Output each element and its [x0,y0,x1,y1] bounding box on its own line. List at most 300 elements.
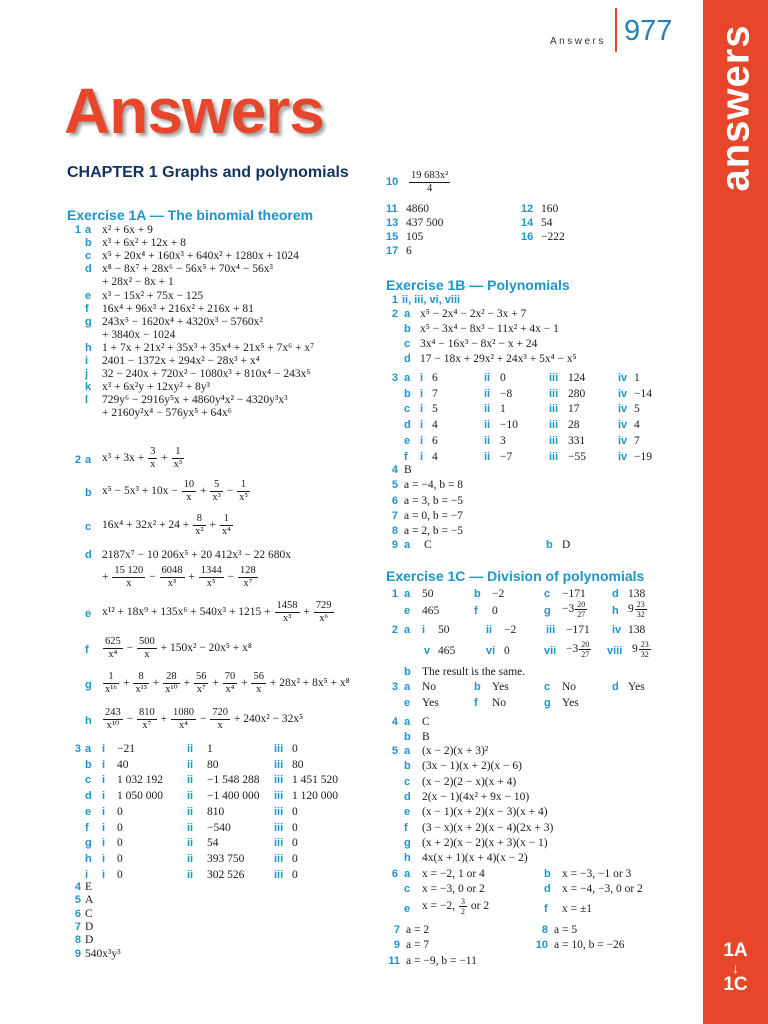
part-label: a [404,539,411,551]
fraction-denominator: 32 [636,610,645,619]
subpart-label: iii [549,434,559,447]
subpart-label: iv [618,419,628,432]
fraction [163,671,180,696]
subpart-label: ii [484,419,491,432]
answer-text: x³ − 15x² + 75x − 125 [102,289,204,302]
part-label: e [85,289,92,302]
fraction-numerator: 810 [139,707,155,718]
answer-text: x³ + 6x² + 12x + 8 [102,237,186,250]
question-number: 2 [391,308,398,320]
fraction [237,479,250,504]
question-number: 8 [74,934,81,947]
answer-value: 810 [207,805,225,818]
answer-value [628,600,648,619]
answer-text [102,446,185,471]
subpart-label: iv [618,434,628,447]
part-label: a [404,681,411,693]
answer-value: 1 120 000 [292,790,338,803]
subpart-label: i [102,774,106,787]
answer-value: 6 [432,372,438,384]
fraction-numerator: 1 [103,671,119,684]
fraction-denominator: 27 [577,610,586,619]
subpart-label: iii [274,790,284,803]
part-label: e [404,434,411,447]
part-label: b [85,758,92,771]
subpart-label: vii [544,645,557,657]
fraction-denominator: 32 [640,650,649,659]
part-label: d [544,883,551,895]
fraction-denominator: x⁷ [142,720,152,731]
answer-value: 465 [438,645,456,657]
question-number: 5 [74,894,81,907]
page-title: Answers [64,75,324,147]
subpart-label: ii [484,434,491,447]
fraction-numerator: 23 [636,600,645,609]
subpart-label: ii [484,387,491,400]
math-text: −3 [566,643,579,656]
fraction-numerator: 6048 [161,565,183,576]
subpart-label: iii [274,868,284,881]
question-number: 5 [391,745,398,757]
part-label: e [85,805,92,818]
answer-text [102,600,335,625]
answer-text [102,565,259,590]
fraction [210,479,222,504]
answer-text: + 2160y²x⁴ − 576yx⁵ + 64x⁶ [102,407,232,420]
subpart-label: i [102,837,106,850]
fraction-numerator: 20 [581,640,590,649]
fraction-denominator: x [150,459,156,470]
question-number: 8 [391,525,398,538]
answer-value: −2 [504,624,517,636]
fraction-numerator: 19 683x² [411,170,449,181]
part-label: f [85,821,89,834]
answer-value: 105 [406,231,424,243]
answer-value: 5 [634,403,640,416]
part-label: g [85,679,92,691]
part-label: b [404,323,411,335]
fraction [635,600,647,619]
question-number: 15 [386,231,399,243]
part-label: h [85,852,92,865]
answer-value: −222 [541,231,565,243]
answer-value: 3 [500,434,506,447]
question-number: 3 [74,743,81,755]
math-text: + [197,485,210,498]
fraction-denominator: 4 [427,183,433,194]
answer-text: x = ±1 [562,903,593,915]
answer-text: (x − 2)(x + 3)² [422,745,489,757]
answer-value: −171 [566,624,590,636]
fraction-denominator: x [126,578,132,589]
part-label: j [85,368,89,381]
question-number: 9 [393,939,400,952]
question-number: 17 [386,245,399,257]
subpart-label: iii [549,387,559,400]
fraction-numerator: 23 [640,640,649,649]
math-text: x⁵ − 5x³ + 10x − [102,485,181,498]
part-label: d [404,353,411,365]
subpart-label: i [422,624,426,636]
answer-value: 0 [504,645,510,657]
part-label: a [85,454,92,466]
answer-value: 6 [406,245,412,257]
subpart-label: iii [274,852,284,865]
answer-value: −1 548 288 [207,774,260,787]
subpart-label: i [420,434,424,447]
fraction-denominator: x³ [282,613,292,624]
fraction-numerator: 500 [139,636,155,647]
answer-value: 1 [500,403,506,416]
fraction-denominator: 27 [581,650,590,659]
part-label: c [85,250,92,263]
fraction-denominator: x⁴ [225,684,235,695]
math-text: − [146,571,159,584]
math-text: x¹² + 18x⁹ + 135x⁶ + 540x³ + 1215 + [102,606,274,619]
answer-value: Yes [492,681,509,693]
answer-text: x = −3, −1 or 3 [562,868,632,880]
math-text: + [120,677,133,690]
subpart-label: ii [187,790,194,803]
part-label: h [404,852,411,865]
answer-value: −1 400 000 [207,790,260,803]
question-number: 1 [391,294,398,306]
answer-value [562,600,588,619]
answer-text: a = 5 [554,924,578,936]
subpart-label: iv [618,387,628,400]
math-text: − [224,571,237,584]
part-label: a [404,745,411,757]
fraction-denominator: x⁷ [196,684,206,695]
part-label: a [404,588,411,600]
fraction-numerator: 1 [172,446,184,459]
answer-value: 280 [568,387,586,400]
fraction-denominator: x⁴ [108,649,118,660]
answer-text: x² + 6x + 9 [102,224,153,236]
subpart-label: iii [549,403,559,416]
answer-text: 4x(x + 1)(x + 4)(x − 2) [422,852,528,865]
answer-value: B [404,464,412,476]
part-label: f [474,697,478,709]
answer-value: 17 [568,403,580,416]
answer-text: x⁵ − 3x⁴ − 8x³ − 11x² + 4x − 1 [420,323,559,335]
part-label: e [85,608,92,620]
part-label: d [85,549,92,561]
math-text: + [206,519,219,532]
answer-text: x = −3, 0 or 2 [422,883,485,895]
fraction-denominator: x⁶ [319,613,329,624]
answer-text: 2187x⁷ − 10 206x⁵ + 20 412x³ − 22 680x [102,549,292,561]
subpart-label: ii [484,450,491,463]
part-label: e [404,697,411,709]
fraction-denominator: x¹⁶ [105,684,118,695]
answer-value: D [85,934,94,947]
exercise-1c-heading: Exercise 1C — Division of polynomials [386,568,645,584]
answer-value: 437 500 [406,217,444,229]
fraction-denominator: x³ [173,459,183,470]
fraction-numerator: 128 [240,565,256,576]
subpart-label: i [420,419,424,432]
fraction-denominator: x¹³ [135,684,147,695]
math-text: + 28x² + 8x⁵ + x⁸ [266,677,350,690]
fraction-numerator: 10 [183,479,195,490]
fraction [137,636,157,661]
answer-text: a = −9, b = −11 [406,954,477,967]
answer-value: a = 3, b = −5 [404,494,464,507]
answer-value: a = −4, b = 8 [404,479,464,492]
answer-value: −21 [117,743,135,755]
answer-value: −55 [568,450,586,463]
answer-value: 50 [438,624,450,636]
part-label: a [404,372,411,384]
answer-value: 0 [292,743,298,755]
part-label: d [404,790,411,803]
subpart-label: iii [549,372,559,384]
answer-value: No [492,697,507,709]
subpart-label: i [420,450,424,463]
question-number: 1 [391,588,398,600]
part-label: c [544,681,551,693]
fraction-denominator: x³ [167,578,177,589]
math-text: + [209,677,222,690]
fraction-denominator: x⁵ [239,492,248,503]
answer-text: (3 − x)(x + 2)(x − 4)(2x + 3) [422,821,554,834]
page-number: 977 [624,15,673,47]
subpart-label: i [102,743,106,755]
part-label: a [404,308,411,320]
question-number: 4 [74,881,81,893]
answer-value: 0 [117,837,123,850]
math-text: x³ + 3x + [102,452,148,465]
answer-value: Yes [628,681,645,693]
question-number: 7 [74,920,81,933]
subpart-label: ii [187,837,194,850]
math-text: − [223,485,237,498]
subpart-label: iii [274,837,284,850]
math-text: + 150x² − 20x⁵ + x⁸ [157,642,252,655]
part-label: h [612,605,619,617]
answer-text: x⁸ − 8x⁷ + 28x⁶ − 56x⁵ + 70x⁴ − 56x³ [102,263,273,276]
answer-value: −10 [500,419,518,432]
fraction [171,707,196,732]
subpart-label: ii [187,852,194,865]
part-label: a [85,224,92,236]
fraction [103,671,119,696]
answer-value: 160 [541,203,559,215]
fraction [314,600,334,625]
question-number: 6 [74,907,81,920]
question-number: 4 [391,716,398,728]
part-label: c [544,588,551,600]
fraction [133,671,149,696]
answer-value: −540 [207,821,231,834]
answer-value: 465 [422,605,440,617]
math-text: −3 [562,603,575,616]
answer-value: 0 [492,605,498,617]
question-number: 2 [74,454,81,466]
fraction-numerator: 5 [210,479,222,492]
fraction [223,671,238,696]
subpart-label: iii [274,805,284,818]
subpart-label: iv [612,624,622,636]
answer-value: 124 [568,372,586,384]
answer-text: The result is the same. [422,666,526,678]
answer-text: x = −4, −3, 0 or 2 [562,883,643,895]
fraction [409,170,450,195]
answer-value: 80 [207,758,219,771]
part-label: b [404,760,411,773]
chapter-heading: CHAPTER 1 Graphs and polynomials [67,164,349,181]
answer-value: Yes [422,697,439,709]
answer-value: 0 [117,805,123,818]
fraction [238,565,258,590]
answer-value: 40 [117,758,129,771]
question-number: 3 [391,372,398,384]
fraction-denominator: x⁴ [179,720,188,731]
part-label: b [474,588,481,600]
subpart-label: iii [546,624,556,636]
fraction [182,479,197,504]
part-label: a [404,716,411,728]
question-number: 6 [391,868,398,880]
fraction-numerator: 8 [193,513,205,526]
part-label: l [85,394,89,407]
fraction-denominator: x³ [212,492,221,503]
answer-value [632,640,652,659]
answer-value: 50 [422,588,434,600]
subpart-label: ii [187,821,194,834]
answer-value: 138 [628,624,646,636]
answer-value: 7 [432,387,438,400]
answer-value: 4 [432,450,438,463]
subpart-label: ii [187,758,194,771]
math-text: − [123,713,136,726]
answer-value: B [422,731,430,743]
subpart-label: i [102,868,106,881]
answer-value: 0 [292,868,298,881]
answer-text: (x + 2)(x − 2)(x + 3)(x − 1) [422,836,548,849]
math-text: − [197,713,210,726]
question-number: 2 [391,624,398,636]
answer-text: + 28x² − 8x + 1 [102,276,174,289]
answer-value: −8 [500,387,513,400]
answer-text: a = 10, b = −26 [554,939,625,952]
subpart-label: viii [607,645,623,657]
answer-value: −171 [562,588,586,600]
part-label: c [404,883,411,895]
answer-value: −2 [492,588,505,600]
fraction [579,640,591,659]
part-label: d [85,790,92,803]
answer-value: 0 [500,372,506,384]
subpart-label: i [102,821,106,834]
question-number: 6 [391,494,398,507]
math-text: + [180,677,193,690]
fraction [103,636,123,661]
answer-text: + 3840x − 1024 [102,328,176,341]
subpart-label: i [102,758,106,771]
fraction [220,513,233,538]
answer-text [422,897,489,916]
answer-value: D [562,539,571,551]
math-text: + [158,452,171,465]
section-range: 1A ↓ 1C [723,940,748,995]
answer-value: 4 [634,419,640,432]
fraction-numerator: 56 [253,671,264,682]
fraction-denominator: x [217,720,223,731]
fraction-numerator: 20 [577,600,586,609]
running-header: Answers [550,36,606,47]
part-label: b [544,868,551,880]
fraction-numerator: 3 [460,897,465,906]
math-text: 9 [628,603,634,616]
question-number: 10 [386,176,399,188]
answer-value: 0 [117,821,123,834]
part-label: k [85,381,92,394]
subpart-label: iv [618,372,628,384]
math-text: 9 [632,643,638,656]
question-number: 7 [391,509,398,522]
part-label: e [404,806,411,819]
math-text: + [157,713,170,726]
fraction-denominator: x⁵ [206,578,216,589]
part-label: e [404,605,411,617]
answer-text: (x − 1)(x + 2)(x − 3)(x + 4) [422,806,548,819]
answer-text [102,513,234,538]
header-rule [615,8,617,52]
subpart-label: iv [618,403,628,416]
fraction-numerator: 70 [224,671,236,682]
fraction-denominator: x [256,684,262,695]
subpart-label: i [420,403,424,416]
subpart-label: ii [187,868,194,881]
subpart-label: iv [618,450,628,463]
part-label: b [85,487,92,499]
fraction-numerator: 1344 [200,565,222,576]
answer-value: a = 2, b = −5 [404,525,464,538]
answer-value: 331 [568,434,586,447]
answer-text: 729y⁶ − 2916y⁵x + 4860y⁴x² − 4320y³x³ [102,394,288,407]
question-number: 13 [386,217,399,229]
question-number: 16 [521,231,534,243]
answer-value: 0 [292,821,298,834]
answer-value: 0 [117,852,123,865]
question-number: 1 [74,224,81,236]
answer-value: ii, iii, vi, viii [402,294,461,306]
answer-value: 1 [207,743,213,755]
answer-text [102,479,251,504]
part-label: g [85,315,92,328]
part-label: a [85,743,92,755]
answer-value: 4860 [406,203,429,215]
answer-value: No [422,681,437,693]
exercise-1b-heading: Exercise 1B — Polynomials [386,277,570,293]
fraction-numerator: 15 120 [114,565,144,576]
subpart-label: ii [484,403,491,416]
part-label: b [404,731,411,743]
part-label: d [404,419,411,432]
fraction [251,671,266,696]
subpart-label: vi [486,645,496,657]
subpart-label: ii [187,805,194,818]
math-text: 16x⁴ + 32x² + 24 + [102,519,193,532]
part-label: d [612,681,619,693]
math-text: x = −2, [422,900,458,913]
answer-value: Yes [562,697,579,709]
subpart-label: iii [274,743,284,755]
math-text: + [149,677,163,690]
part-label: b [404,387,411,400]
